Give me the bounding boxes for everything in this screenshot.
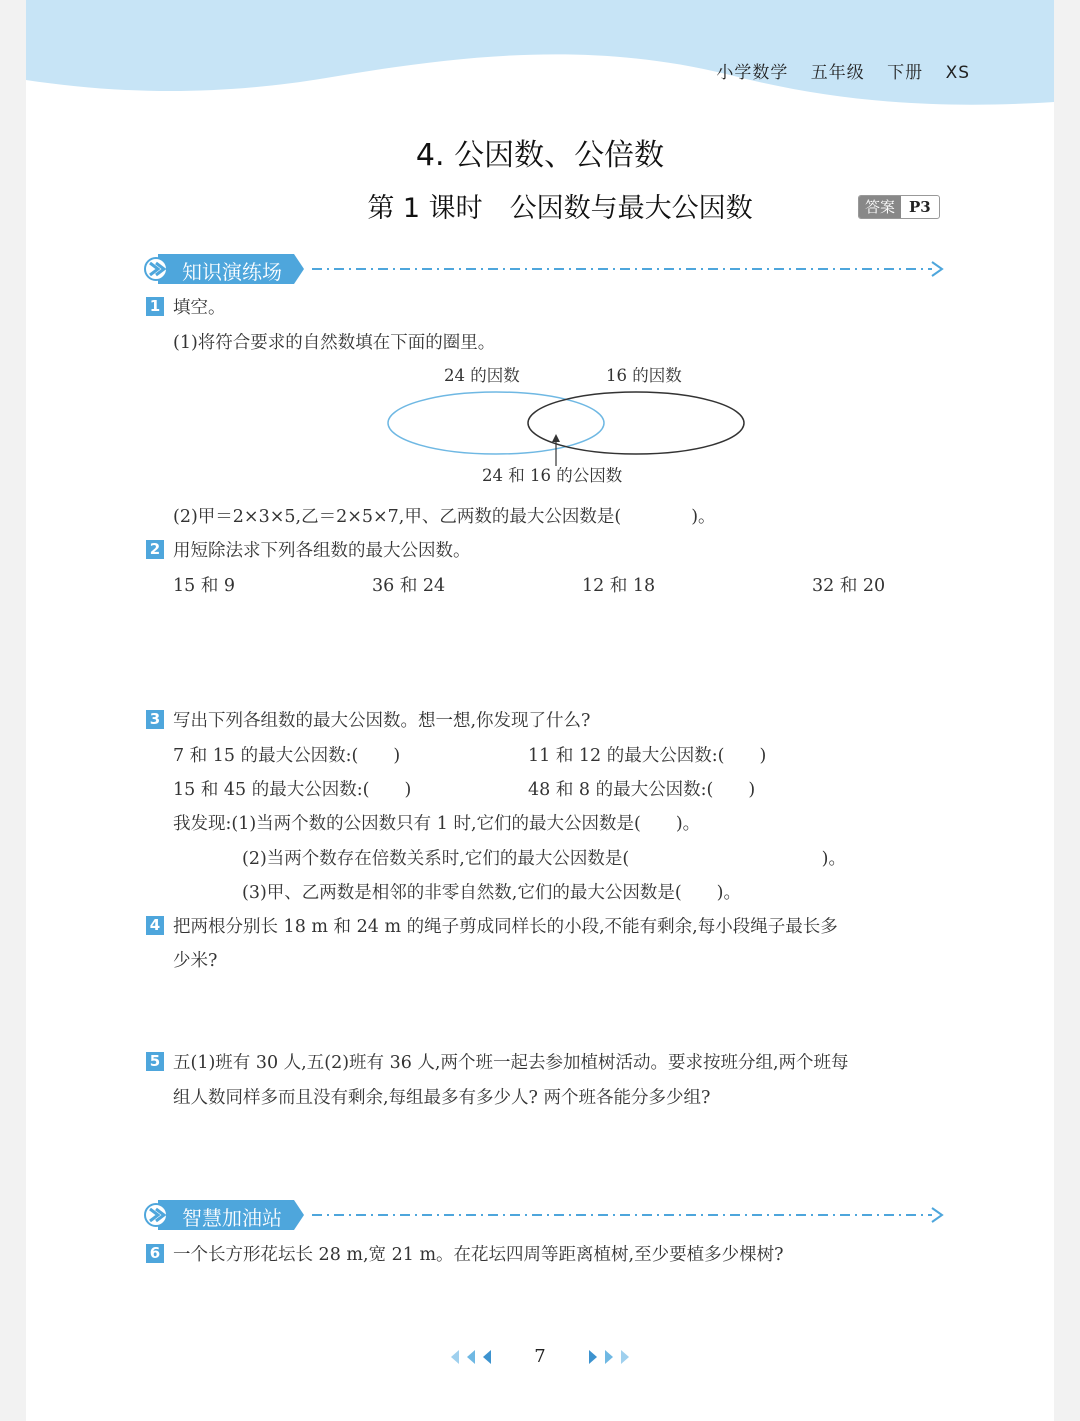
question-number: 5 — [146, 1052, 164, 1071]
section-knowledge-practice — [144, 254, 944, 286]
q3-item-a: 7 和 15 的最大公因数:( ) — [173, 746, 401, 766]
q3-finding-1: 我发现:(1)当两个数的公因数只有 1 时,它们的最大公因数是( )。 — [173, 814, 701, 834]
q3-finding-3: (3)甲、乙两数是相邻的非零自然数,它们的最大公因数是( )。 — [242, 883, 742, 903]
q1-part1: (1)将符合要求的自然数填在下面的圈里。 — [173, 333, 496, 353]
answer-page: P3 — [909, 198, 931, 216]
venn-bottom-label: 24 和 16 的公因数 — [482, 466, 623, 485]
q2-item: 12 和 18 — [582, 576, 656, 596]
volume: 下册 — [887, 63, 924, 83]
section-label: 智慧加油站 — [182, 1206, 282, 1230]
edition: XS — [945, 63, 970, 83]
q4-line2: 少米? — [173, 951, 218, 971]
worksheet-page — [26, 0, 1054, 1421]
section-label: 知识演练场 — [182, 260, 282, 284]
q2-item: 32 和 20 — [812, 576, 886, 596]
subject: 小学数学 — [716, 63, 789, 83]
venn-right-label: 16 的因数 — [606, 366, 682, 385]
q3-item-c: 15 和 45 的最大公因数:( ) — [173, 780, 412, 800]
question-number: 3 — [146, 710, 164, 729]
header-wave — [26, 0, 1054, 110]
q2-title: 用短除法求下列各组数的最大公因数。 — [173, 541, 471, 561]
page-footer — [26, 1346, 1054, 1367]
page-number: 7 — [534, 1346, 546, 1367]
prev-arrows-icon — [447, 1347, 507, 1367]
question-number: 6 — [146, 1244, 164, 1263]
question-number: 4 — [146, 916, 164, 935]
question-number: 1 — [146, 297, 164, 316]
q3-title: 写出下列各组数的最大公因数。想一想,你发现了什么? — [173, 711, 591, 731]
lesson-title: 第 1 课时 公因数与最大公因数 — [367, 193, 753, 224]
question-number: 2 — [146, 540, 164, 559]
q2-item: 36 和 24 — [372, 576, 446, 596]
q5-line1: 五(1)班有 30 人,五(2)班有 36 人,两个班一起去参加植树活动。要求按班分组,两个班每 — [173, 1053, 849, 1073]
q5-line2: 组人数同样多而且没有剩余,每组最多有多少人? 两个班各能分多少组? — [173, 1088, 711, 1108]
q1-title: 填空。 — [173, 298, 226, 318]
answer-reference — [858, 195, 940, 219]
q2-item: 15 和 9 — [173, 576, 236, 596]
q3-item-d: 48 和 8 的最大公因数:( ) — [528, 780, 756, 800]
q3-item-b: 11 和 12 的最大公因数:( ) — [528, 746, 767, 766]
venn-diagram — [386, 358, 746, 488]
chapter-title: 4. 公因数、公倍数 — [415, 138, 665, 173]
book-header — [700, 58, 970, 83]
section-divider — [312, 254, 944, 284]
answer-label: 答案 — [859, 196, 901, 218]
q1-part2: (2)甲＝2×3×5,乙＝2×5×7,甲、乙两数的最大公因数是( )。 — [173, 507, 716, 527]
grade: 五年级 — [810, 63, 865, 83]
venn-left-label: 24 的因数 — [444, 366, 520, 385]
q4-line1: 把两根分别长 18 m 和 24 m 的绳子剪成同样长的小段,不能有剩余,每小段绳子最长多 — [173, 917, 838, 937]
section-divider — [312, 1200, 944, 1230]
section-wisdom-station — [144, 1200, 944, 1232]
next-arrows-icon — [573, 1347, 633, 1367]
q3-finding-2: (2)当两个数存在倍数关系时,它们的最大公因数是( )。 — [242, 849, 847, 869]
q6-line1: 一个长方形花坛长 28 m,宽 21 m。在花坛四周等距离植树,至少要植多少棵树? — [173, 1245, 784, 1265]
